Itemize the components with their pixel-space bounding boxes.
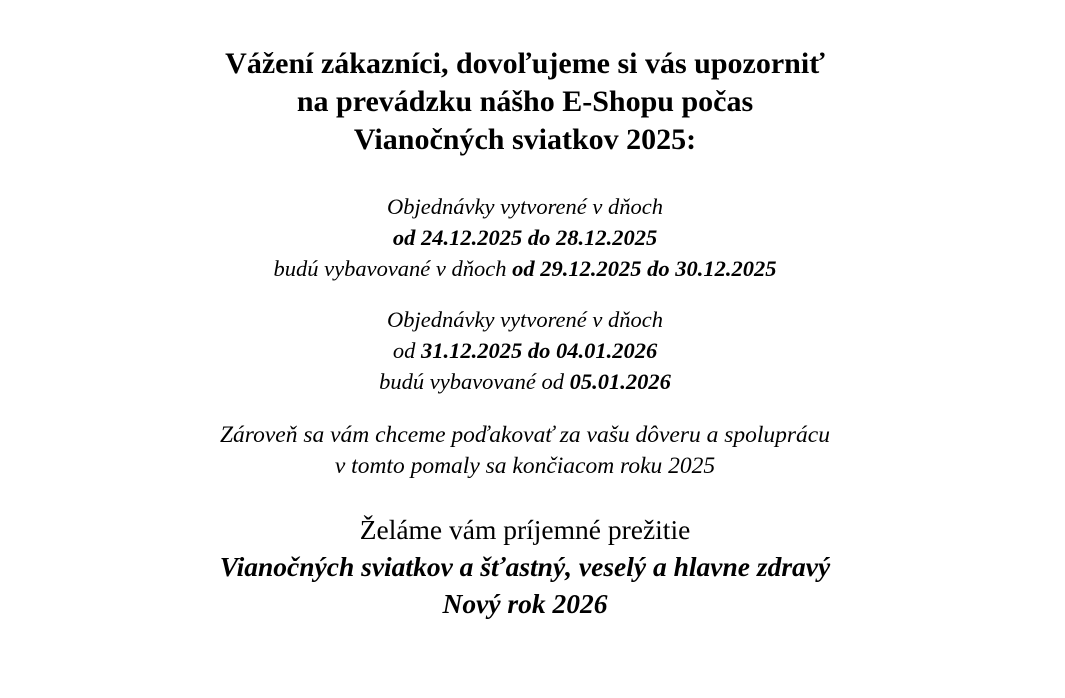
- period-2-info: [0, 304, 1050, 397]
- period-2-range-from: 31.12.2025: [420, 338, 523, 363]
- period-2-range-mid: do: [522, 338, 556, 363]
- period-1-intro: Objednávky vytvorené v dňoch: [387, 194, 663, 219]
- period-2-dispatch: [0, 366, 1050, 397]
- period-1-range: od 24.12.2025 do 28.12.2025: [392, 225, 658, 250]
- headline-line-3: Vianočných sviatkov 2025:: [353, 123, 697, 156]
- holiday-wishes: [0, 511, 1050, 622]
- headline-line-1: Vážení zákazníci, dovoľujeme si vás upozorniť: [225, 47, 825, 80]
- notice-headline: [0, 45, 1050, 159]
- period-2-range-prefix: od: [392, 338, 421, 363]
- period-1-dispatch-prefix: budú vybavované v dňoch: [273, 256, 513, 281]
- period-1-info: [0, 191, 1050, 284]
- period-1-dispatch-range: od 29.12.2025 do 30.12.2025: [512, 256, 777, 281]
- period-2-dispatch-prefix: budú vybavované od: [379, 369, 570, 394]
- period-2-range-to: 04.01.2026: [555, 338, 658, 363]
- wishes-line-3: Nový rok 2026: [442, 588, 608, 619]
- wishes-line-1: Želáme vám príjemné prežitie: [359, 514, 691, 545]
- period-1-dispatch: [0, 253, 1050, 284]
- period-2-intro: Objednávky vytvorené v dňoch: [387, 307, 663, 332]
- thanks-line-2: v tomto pomaly sa končiacom roku 2025: [334, 453, 716, 479]
- period-2-range: [0, 335, 1050, 366]
- period-2-dispatch-date: 05.01.2026: [569, 369, 671, 394]
- headline-line-2: na prevádzku nášho E-Shopu počas: [296, 85, 754, 118]
- wishes-line-2: Vianočných sviatkov a šťastný, veselý a hlavne zdravý: [219, 551, 831, 582]
- thanks-message: [0, 420, 1050, 482]
- thanks-line-1: Zároveň sa vám chceme poďakovať za vašu dôveru a spoluprácu: [219, 422, 830, 448]
